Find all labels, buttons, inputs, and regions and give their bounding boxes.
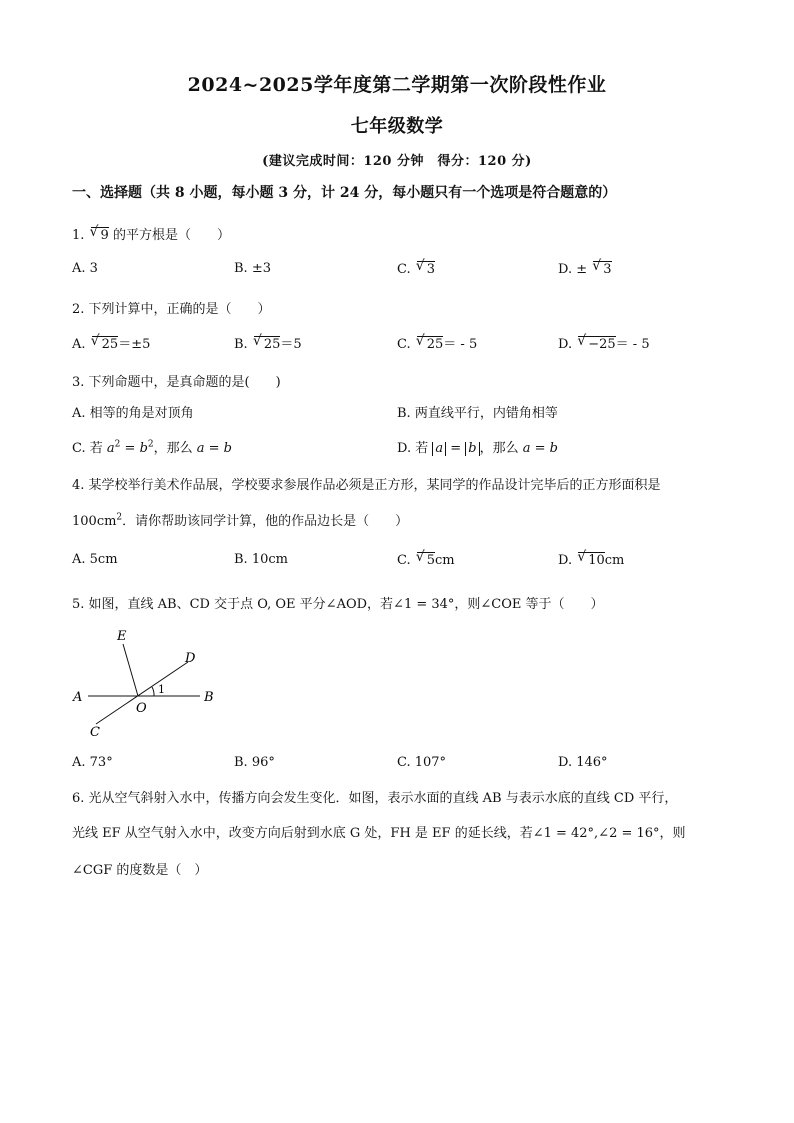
label-d: D [185, 651, 196, 666]
q3-option-d[interactable]: D. 若 a = b ，那么 a = b [397, 441, 558, 456]
label-a: A [73, 690, 83, 705]
q5-option-c[interactable]: C. 107° [397, 755, 447, 770]
question-2: 2. 下列计算中，正确的是（ ） [72, 302, 271, 317]
q5-option-b[interactable]: B. 96° [234, 755, 275, 770]
label-e: E [117, 629, 127, 644]
question-1 [72, 224, 230, 243]
q2-option-d[interactable]: D. √ −25＝ - 5 [558, 333, 650, 352]
q1-option-d[interactable]: D. ± √ 3 [558, 261, 612, 277]
q1-text: 的平方根是（ ） [112, 228, 230, 243]
q2-option-c[interactable]: C. √ 25＝ - 5 [397, 333, 477, 352]
q1-number: 1. [72, 228, 85, 243]
q4-option-d[interactable]: D. √ 10cm [558, 552, 624, 568]
q2-option-a[interactable]: A. √ 25＝±5 [72, 333, 150, 352]
question-4-line-1: 4. 某学校举行美术作品展，学校要求参展作品必须是正方形，某同学的作品设计完毕后的正方形面积是 [72, 478, 661, 493]
question-6-line-3: ∠CGF 的度数是（ ） [72, 863, 208, 878]
q5-option-a[interactable]: A. 73° [72, 755, 113, 770]
question-6-line-2: 光线 EF 从空气射入水中，改变方向后射到水底 G 处，FH 是 EF 的延长线，若∠1 = 42°,∠2 = 16°，则 [72, 826, 686, 841]
q1-option-b[interactable]: B. ±3 [234, 261, 271, 276]
exam-note: (建议完成时间：120 分钟 得分：120 分) [262, 154, 532, 169]
q2-option-b[interactable]: B. √ 25＝5 [234, 333, 302, 352]
page-subtitle: 七年级数学 [350, 116, 444, 137]
q1-radical: √ 9 [91, 227, 109, 243]
q1-option-c[interactable]: C. √ 3 [397, 261, 435, 277]
page-title: 2024~2025学年度第二学期第一次阶段性作业 [187, 74, 607, 96]
ray-oe [123, 644, 138, 696]
q3-option-c[interactable]: C. 若 $a^2 = b^2$，那么 a = b [72, 439, 232, 456]
label-b: B [204, 690, 214, 705]
label-o: O [136, 701, 147, 716]
q4-option-a[interactable]: A. 5cm [72, 552, 118, 567]
q3-option-a[interactable]: A. 相等的角是对顶角 [72, 406, 194, 421]
q5-option-d[interactable]: D. 146° [558, 755, 608, 770]
q4-option-b[interactable]: B. 10cm [234, 552, 288, 567]
q4-option-c[interactable]: C. √ 5cm [397, 552, 455, 568]
section-heading: 一、选择题（共 8 小题，每小题 3 分，计 24 分，每小题只有一个选项是符合题意的） [72, 185, 617, 201]
question-4-line-2: $100cm^2$．请你帮助该同学计算，他的作品边长是（ ） [72, 512, 409, 529]
q5-figure [66, 624, 226, 744]
question-6-line-1: 6. 光从空气斜射入水中，传播方向会发生变化．如图，表示水面的直线 AB 与表示水底的直线 CD 平行， [72, 791, 678, 806]
label-angle-1: 1 [158, 683, 165, 696]
angle-1-arc [152, 687, 154, 696]
q3-option-b[interactable]: B. 两直线平行，内错角相等 [397, 406, 558, 421]
question-3: 3. 下列命题中，是真命题的是( ) [72, 375, 281, 390]
label-c: C [90, 725, 100, 740]
q1-option-a[interactable]: A. 3 [72, 261, 98, 276]
question-5: 5. 如图，直线 AB、CD 交于点 O, OE 平分∠AOD，若∠1 = 34°，则∠COE 等于（ ） [72, 597, 604, 612]
